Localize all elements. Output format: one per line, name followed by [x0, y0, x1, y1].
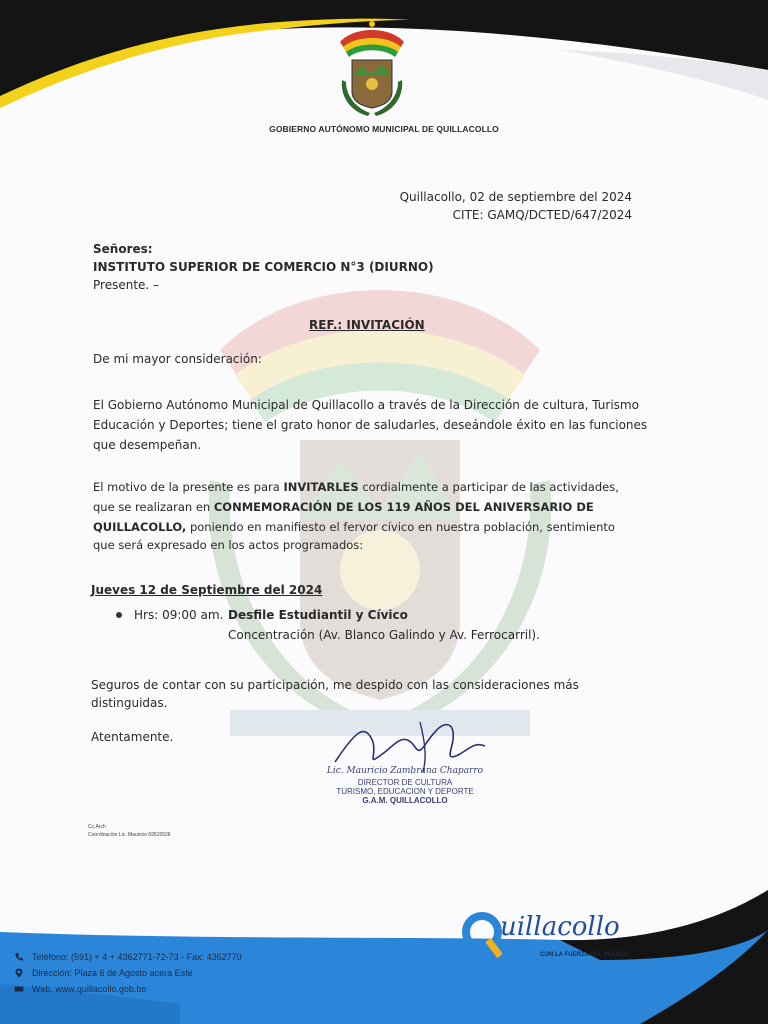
- p2-text: que se realizaran en: [93, 500, 214, 514]
- event-date: Jueves 12 de Septiembre del 2024: [91, 583, 323, 597]
- p2-text: cordialmente a participar de las actividades,: [358, 480, 619, 494]
- footer-address: [14, 968, 193, 978]
- phone-icon: [14, 952, 24, 962]
- recipient-name: INSTITUTO SUPERIOR DE COMERCIO N°3 (DIURNO): [93, 260, 434, 274]
- body-p1-line1: El Gobierno Autónomo Municipal de Quillacollo a través de la Dirección de cultura, Turismo: [93, 398, 639, 412]
- signatory-role2: TURISMO, EDUCACION Y DEPORTE: [336, 787, 474, 796]
- body-p2-line2: [93, 498, 594, 516]
- logo-tagline: CON LA FUERZA DEL PUEBLO: [540, 952, 629, 958]
- closing-line1: Seguros de contar con su participación, me despido con las consideraciones más: [91, 678, 579, 692]
- phone-text: Teléfono: (591) + 4 + 4362771-72-73 - Fax: 4362770: [32, 952, 242, 962]
- p2-text: poniendo en manifiesto el fervor cívico en nuestra población, sentimiento: [186, 520, 615, 534]
- body-p1-line2: Educación y Deportes; tiene el grato honor de saludarles, deseándole éxito en las funciones: [93, 418, 648, 432]
- event-location: Concentración (Av. Blanco Galindo y Av. Ferrocarril).: [228, 628, 540, 642]
- location-pin-icon: [14, 968, 24, 978]
- web-icon: [14, 984, 24, 994]
- copies-coordination: Coordinación Lic. Mauricio 69515526: [88, 832, 171, 838]
- logo-wordmark: uillacollo: [500, 912, 620, 942]
- body-p1-line3: que desempeñan.: [93, 438, 202, 452]
- event-time: Hrs: 09:00 am.: [134, 608, 224, 622]
- signatory-org: G.A.M. QUILLACOLLO: [362, 796, 448, 805]
- body-p2-line3: [93, 518, 615, 536]
- bullet-icon: [116, 612, 122, 618]
- p2-commemoration: CONMEMORACIÓN DE LOS 119 AÑOS DEL ANIVERSARIO DE: [213, 500, 594, 514]
- address-text: Dirección: Plaza 6 de Agosto acera Este: [32, 968, 193, 978]
- coat-of-arms: [334, 20, 410, 120]
- body-p2-line4: que será expresado en los actos programados:: [93, 538, 364, 552]
- copies-archive: Cc.Arch: [88, 824, 106, 830]
- greeting: De mi mayor consideración:: [93, 352, 262, 366]
- salutation: Señores:: [93, 242, 153, 256]
- presente: Presente. –: [93, 278, 160, 292]
- quillacollo-logo-icon: [462, 912, 502, 958]
- institution-title: GOBIERNO AUTÓNOMO MUNICIPAL DE QUILLACOLLO: [269, 124, 499, 134]
- p2-city: QUILLACOLLO,: [93, 520, 187, 534]
- signatory-name: Lic. Mauricio Zambrana Chaparro: [326, 766, 484, 776]
- signatory-role1: DIRECTOR DE CULTURA: [357, 778, 453, 787]
- footer-phone: [14, 952, 242, 962]
- regards: Atentamente.: [91, 730, 174, 744]
- p2-invite: INVITARLES: [283, 480, 359, 494]
- place-date: Quillacollo, 02 de septiembre del 2024: [399, 190, 632, 204]
- reference: REF.: INVITACIÓN: [309, 318, 425, 332]
- body-p2-line1: [93, 478, 619, 496]
- web-text: Web: www.quillacollo.gob.bo: [32, 984, 147, 994]
- cite-number: CITE: GAMQ/DCTED/647/2024: [452, 208, 632, 222]
- closing-line2: distinguidas.: [91, 696, 168, 710]
- footer-web: [14, 984, 146, 994]
- p2-text: El motivo de la presente es para: [93, 480, 284, 494]
- event-title: Desfile Estudiantil y Cívico: [228, 608, 408, 622]
